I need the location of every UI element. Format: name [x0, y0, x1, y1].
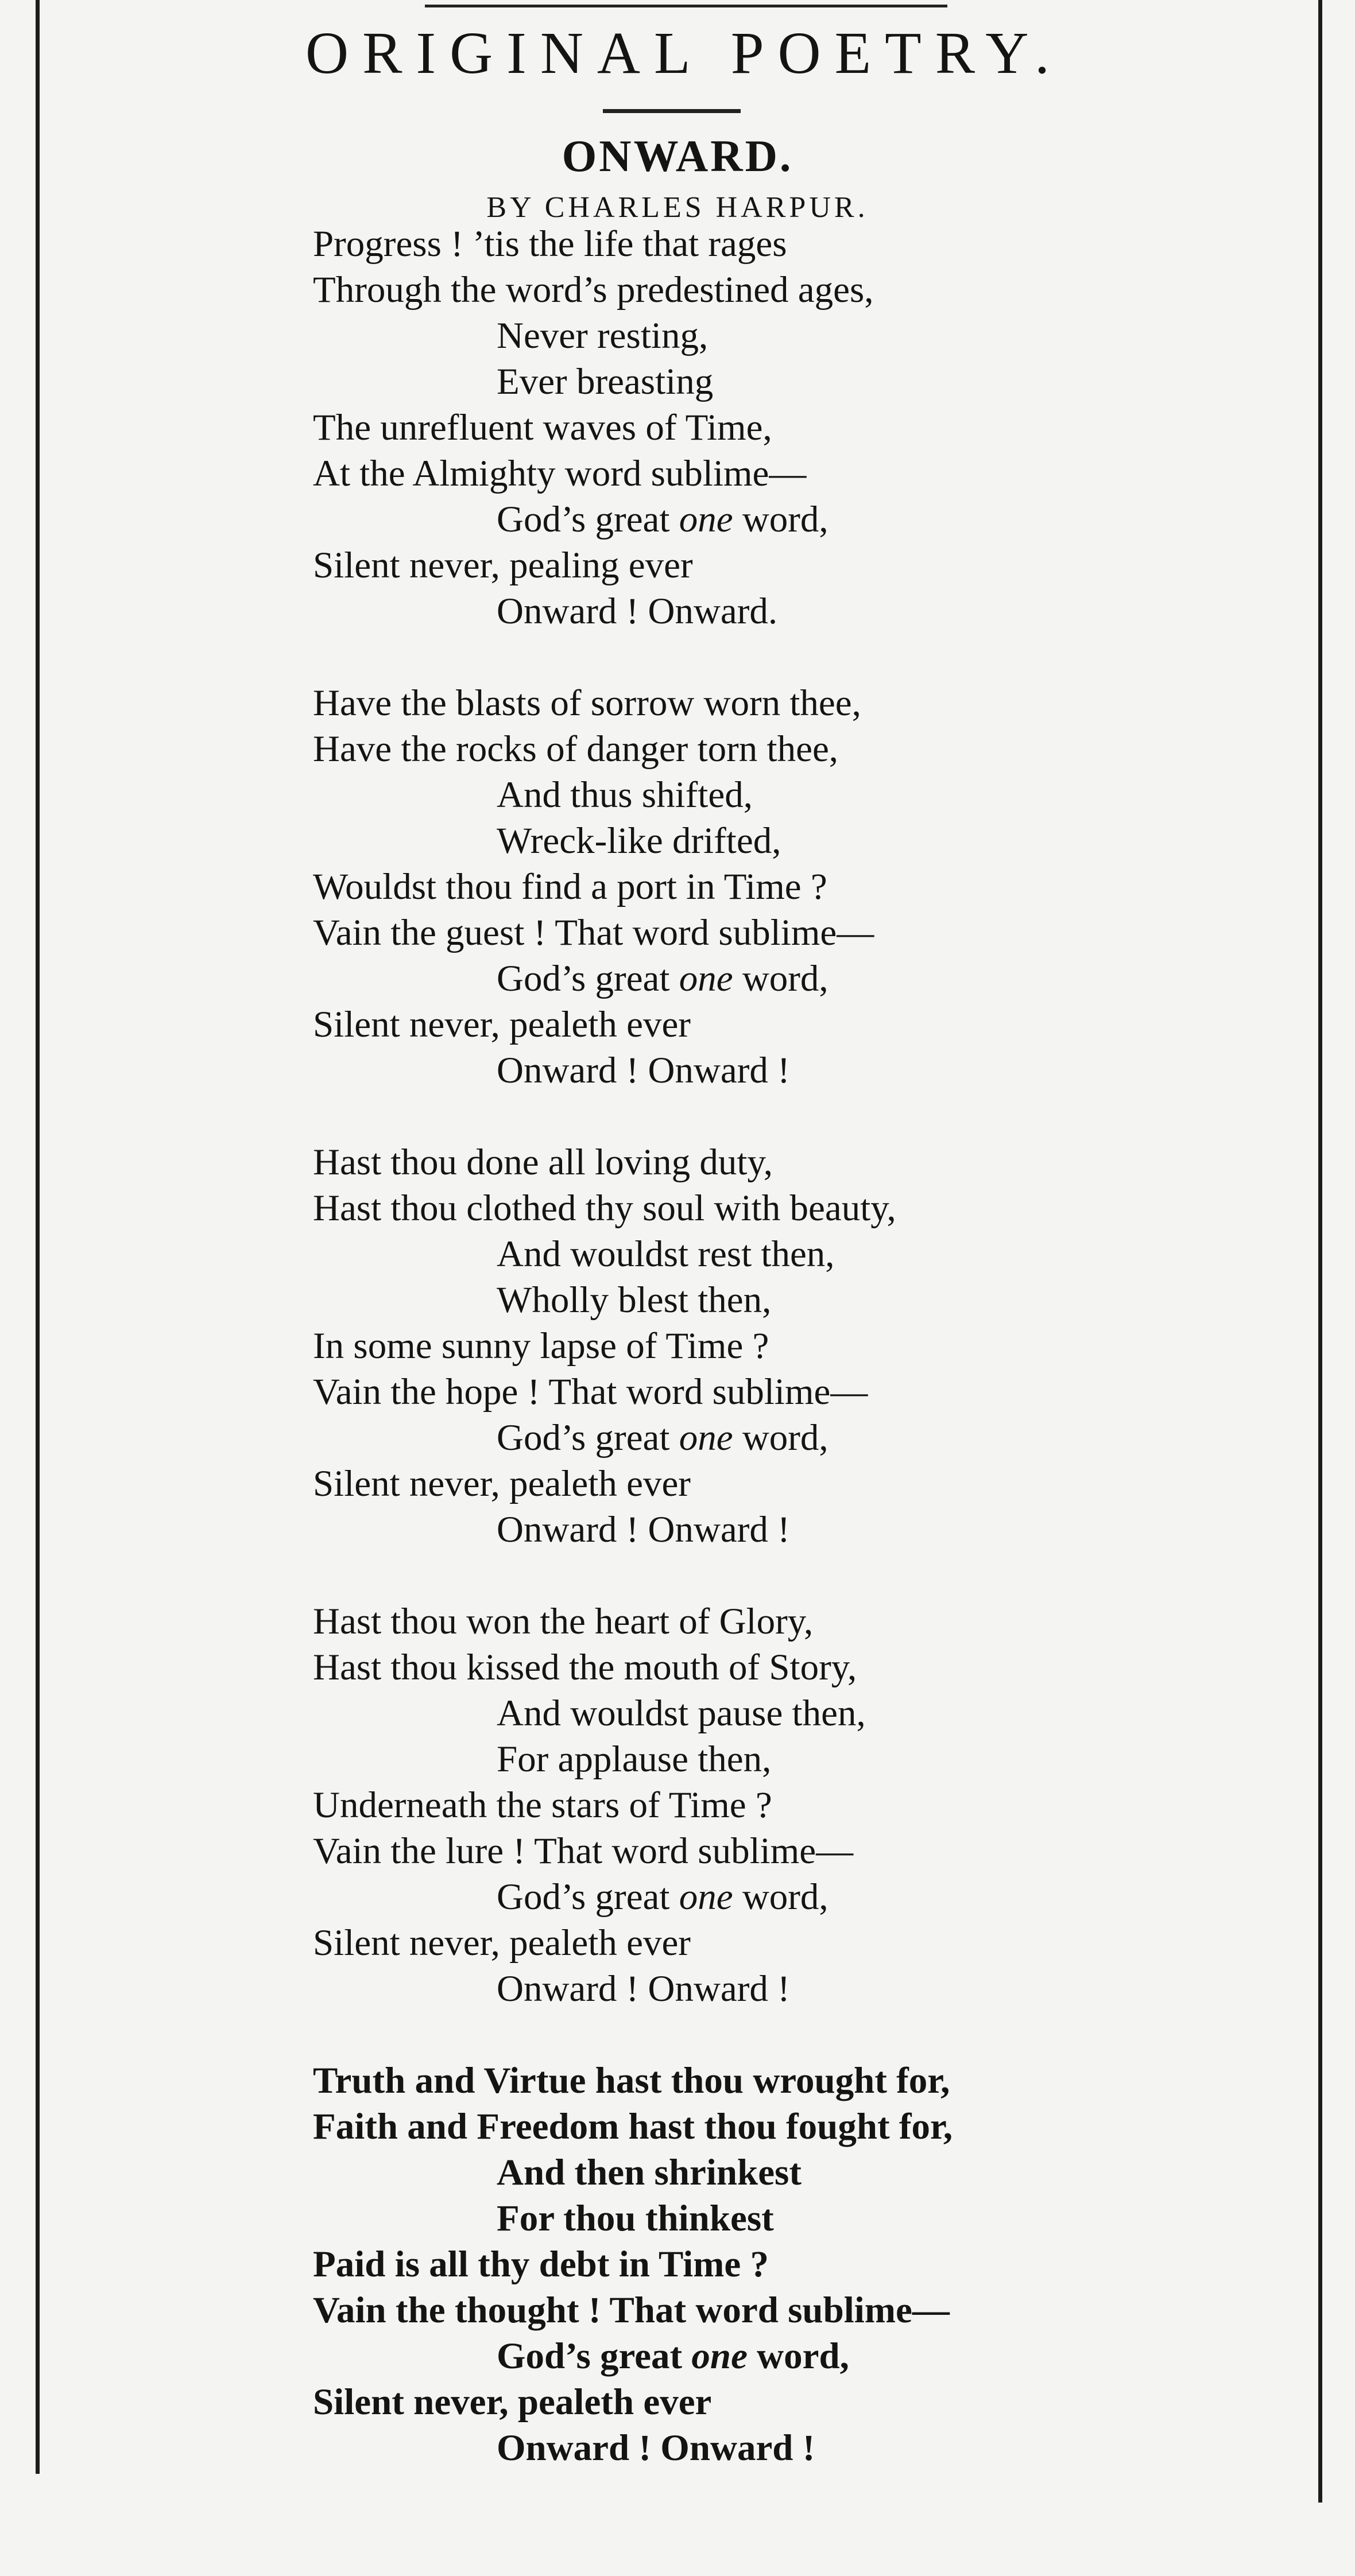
- poem-line: Have the blasts of sorrow worn thee,: [313, 682, 861, 724]
- poem-line: For thou thinkest: [497, 2198, 774, 2239]
- poem-line: God’s great one word,: [497, 1417, 829, 1458]
- poem-line: Vain the guest ! That word sublime—: [313, 912, 874, 953]
- poem-line: Silent never, pealeth ever: [313, 1463, 691, 1504]
- poem-line: Silent never, pealeth ever: [313, 1004, 691, 1045]
- poem-line: Vain the lure ! That word sublime—: [313, 1830, 854, 1872]
- poem-line: Hast thou kissed the mouth of Story,: [313, 1647, 857, 1688]
- poem-line: Onward ! Onward !: [497, 1509, 790, 1550]
- poem-line: Vain the thought ! That word sublime—: [313, 2290, 950, 2331]
- poem-body: [313, 221, 1289, 2517]
- poem-line: God’s great one word,: [497, 1876, 829, 1918]
- poem-line: Progress ! ’tis the life that rages: [313, 223, 787, 265]
- poem-line: At the Almighty word sublime—: [313, 453, 807, 494]
- poem-line: And then shrinkest: [497, 2152, 802, 2193]
- poem-line: Faith and Freedom hast thou fought for,: [313, 2106, 953, 2147]
- stanza: [313, 680, 1289, 1093]
- poem-line: Onward ! Onward !: [497, 1968, 790, 2009]
- poem-line: Never resting,: [497, 315, 709, 356]
- poem-line: Hast thou done all loving duty,: [313, 1142, 773, 1183]
- poem-line: God’s great one word,: [497, 2336, 849, 2377]
- poem-line: Silent never, pealing ever: [313, 545, 693, 586]
- poem-line: Silent never, pealeth ever: [313, 2381, 712, 2423]
- top-rule: [425, 5, 947, 7]
- poem-line: God’s great one word,: [497, 958, 829, 999]
- stanza: [313, 1139, 1289, 1553]
- poem-line: God’s great one word,: [497, 499, 829, 540]
- poem-line: Truth and Virtue hast thou wrought for,: [313, 2060, 950, 2101]
- stanza: [313, 221, 1289, 634]
- poem-line: And thus shifted,: [497, 774, 753, 816]
- poem-line: Underneath the stars of Time ?: [313, 1784, 772, 1826]
- poem-line: And wouldst pause then,: [497, 1693, 866, 1734]
- poem-line: The unrefluent waves of Time,: [313, 407, 772, 448]
- column-rule-right: [1318, 0, 1322, 2503]
- poem-line: For applause then,: [497, 1739, 772, 1780]
- poem-line: Have the rocks of danger torn thee,: [313, 728, 839, 770]
- poem-line: Through the word’s predestined ages,: [313, 269, 874, 311]
- poem-line: Hast thou clothed thy soul with beauty,: [313, 1188, 896, 1229]
- poem-title: ONWARD.: [562, 131, 793, 181]
- poem-line: And wouldst rest then,: [497, 1233, 835, 1275]
- poem-line: Paid is all thy debt in Time ?: [313, 2244, 769, 2285]
- column-rule-left: [36, 0, 40, 2474]
- poem-line: Wreck-like drifted,: [497, 820, 781, 862]
- title-divider: [603, 109, 741, 113]
- stanza: [313, 2058, 1289, 2471]
- poem-line: In some sunny lapse of Time ?: [313, 1325, 769, 1367]
- poem-line: Onward ! Onward !: [497, 2427, 815, 2469]
- poem-line: Wouldst thou find a port in Time ?: [313, 866, 827, 907]
- poem-line: Vain the hope ! That word sublime—: [313, 1371, 868, 1413]
- stanza: [313, 1599, 1289, 2012]
- poem-line: Wholly blest then,: [497, 1279, 772, 1321]
- section-heading: ORIGINAL POETRY.: [305, 20, 1064, 86]
- poem-byline: BY CHARLES HARPUR.: [486, 191, 869, 224]
- poem-line: Onward ! Onward !: [497, 1050, 790, 1091]
- poem-line: Ever breasting: [497, 361, 714, 402]
- poem-line: Silent never, pealeth ever: [313, 1922, 691, 1964]
- poem-line: Hast thou won the heart of Glory,: [313, 1601, 814, 1642]
- poem-line: Onward ! Onward.: [497, 591, 778, 632]
